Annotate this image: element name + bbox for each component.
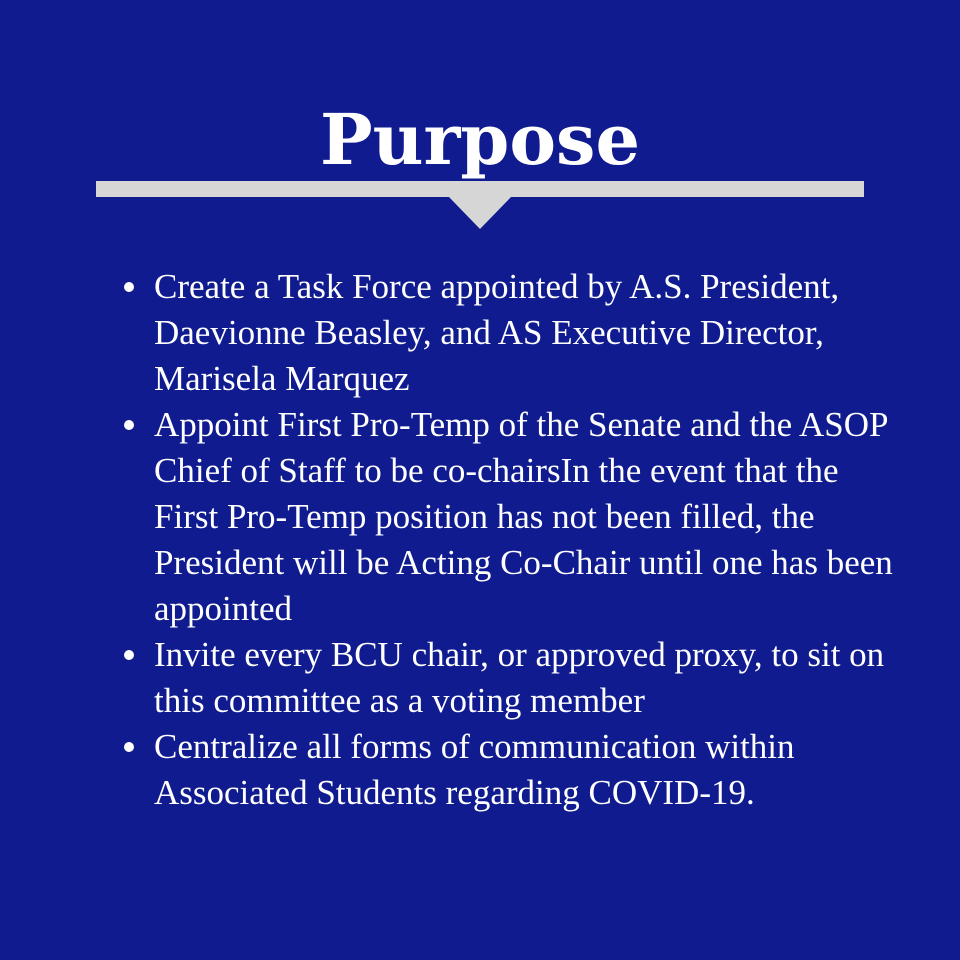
- list-item-text: Centralize all forms of communication within Associated Students regarding COVID-19.: [154, 727, 795, 812]
- bullet-icon: [124, 650, 134, 660]
- purpose-list: [124, 264, 904, 816]
- list-item: [124, 402, 904, 632]
- list-item: [124, 632, 904, 724]
- list-item: [124, 724, 904, 816]
- divider-arrow-icon: [448, 196, 512, 229]
- list-item-text: Create a Task Force appointed by A.S. President, Daevionne Beasley, and AS Executive Director, Marisela Marquez: [154, 267, 840, 398]
- list-item: [124, 264, 904, 402]
- bullet-icon: [124, 420, 134, 430]
- list-item-text: Invite every BCU chair, or approved proxy, to sit on this committee as a voting member: [154, 635, 885, 720]
- list-item-text: Appoint First Pro-Temp of the Senate and the ASOP Chief of Staff to be co-chairsIn the event that the First Pro-Temp position has not been filled, the President will be Acting Co-Chair until one has been appointed: [154, 405, 893, 628]
- bullet-icon: [124, 282, 134, 292]
- bullet-icon: [124, 742, 134, 752]
- page-title: Purpose: [320, 98, 640, 181]
- divider-bar: [96, 181, 864, 197]
